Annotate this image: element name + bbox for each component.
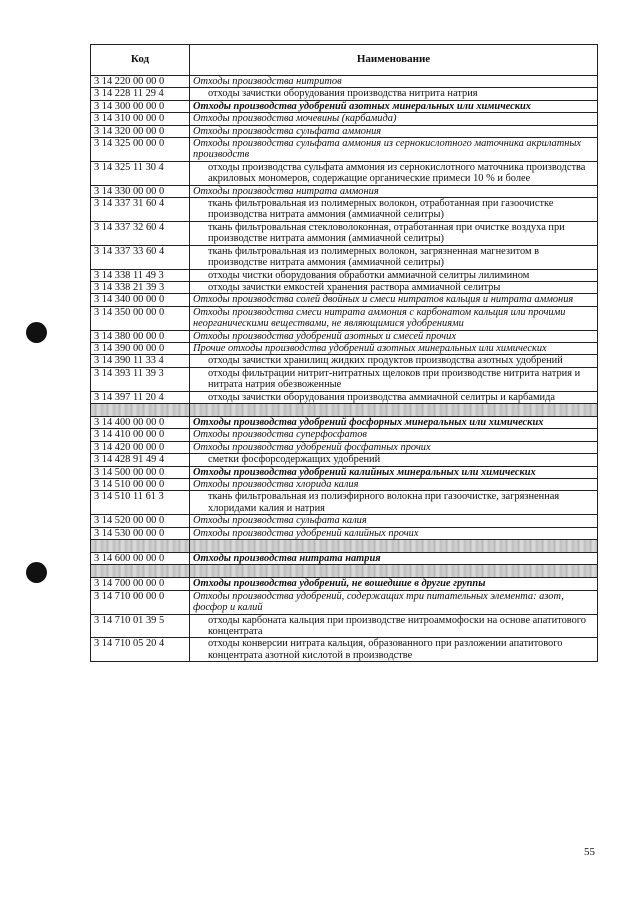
waste-code-cell: 3 14 393 11 39 3 xyxy=(91,367,190,391)
waste-name-cell xyxy=(190,565,598,578)
table-row xyxy=(91,281,598,293)
waste-name-cell: отходы зачистки оборудования производства нитрита натрия xyxy=(190,88,598,100)
waste-code-cell: 3 14 410 00 00 0 xyxy=(91,429,190,441)
table-row xyxy=(91,578,598,590)
waste-code-cell: 3 14 300 00 00 0 xyxy=(91,100,190,112)
table-row xyxy=(91,245,598,269)
table-body xyxy=(91,76,598,662)
waste-code-cell: 3 14 510 11 61 3 xyxy=(91,491,190,515)
table-row xyxy=(91,540,598,553)
waste-code-cell: 3 14 500 00 00 0 xyxy=(91,466,190,478)
waste-code-cell: 3 14 380 00 00 0 xyxy=(91,330,190,342)
table-row xyxy=(91,269,598,281)
table-row xyxy=(91,198,598,222)
table-row xyxy=(91,138,598,162)
waste-name-cell: отходы фильтрации нитрит-нитратных щелоков при производстве нитрита натрия и нитрата натрия обезвоженные xyxy=(190,367,598,391)
waste-name-cell: Отходы производства нитрата аммония xyxy=(190,185,598,197)
waste-code-cell: 3 14 710 05 20 4 xyxy=(91,638,190,662)
table-row xyxy=(91,100,598,112)
waste-name-cell: Отходы производства удобрений фосфорных минеральных или химических xyxy=(190,416,598,428)
waste-name-cell: Отходы производства удобрений, содержащих три питательных элемента: азот, фосфор и калий xyxy=(190,590,598,614)
waste-code-cell: 3 14 325 00 00 0 xyxy=(91,138,190,162)
table-row xyxy=(91,113,598,125)
waste-code-cell: 3 14 510 00 00 0 xyxy=(91,479,190,491)
table-row xyxy=(91,515,598,527)
waste-name-cell: отходы производства сульфата аммония из сернокислотного маточника производства акриловых мономеров, содержащие органические примеси 10 % и более xyxy=(190,161,598,185)
table-row xyxy=(91,391,598,403)
table-row xyxy=(91,125,598,137)
waste-name-cell: отходы чистки оборудования обработки аммиачной селитры лилимином xyxy=(190,269,598,281)
waste-name-cell: отходы зачистки оборудования производства аммиачной селитры и карбамида xyxy=(190,391,598,403)
table-row xyxy=(91,161,598,185)
waste-code-cell: 3 14 350 00 00 0 xyxy=(91,306,190,330)
waste-code-cell: 3 14 310 00 00 0 xyxy=(91,113,190,125)
waste-code-cell: 3 14 228 11 29 4 xyxy=(91,88,190,100)
waste-code-cell xyxy=(91,403,190,416)
table-row xyxy=(91,185,598,197)
waste-name-cell: Отходы производства удобрений калийных прочих xyxy=(190,527,598,539)
waste-classifier-table-container xyxy=(90,44,597,662)
header-code: Код xyxy=(91,45,190,76)
waste-name-cell: Отходы производства нитрата натрия xyxy=(190,553,598,565)
waste-name-cell: Отходы производства суперфосфатов xyxy=(190,429,598,441)
waste-code-cell: 3 14 710 01 39 5 xyxy=(91,614,190,638)
table-row xyxy=(91,479,598,491)
binder-hole-top xyxy=(26,322,47,343)
waste-code-cell: 3 14 400 00 00 0 xyxy=(91,416,190,428)
table-row xyxy=(91,221,598,245)
waste-name-cell: отходы конверсии нитрата кальция, образованного при разложении апатитового концентрата азотной кислотой в производстве xyxy=(190,638,598,662)
table-row xyxy=(91,466,598,478)
waste-code-cell: 3 14 220 00 00 0 xyxy=(91,76,190,88)
table-row xyxy=(91,306,598,330)
table-header-row xyxy=(91,45,598,76)
waste-code-cell: 3 14 337 33 60 4 xyxy=(91,245,190,269)
waste-classifier-table xyxy=(90,44,598,662)
table-row xyxy=(91,355,598,367)
waste-code-cell: 3 14 337 32 60 4 xyxy=(91,221,190,245)
binder-hole-bottom xyxy=(26,562,47,583)
waste-name-cell: Отходы производства сульфата аммония xyxy=(190,125,598,137)
waste-code-cell: 3 14 420 00 00 0 xyxy=(91,441,190,453)
table-row xyxy=(91,403,598,416)
waste-code-cell: 3 14 520 00 00 0 xyxy=(91,515,190,527)
waste-name-cell: Отходы производства солей двойных и смеси нитратов кальция и нитрата аммония xyxy=(190,294,598,306)
table-row xyxy=(91,527,598,539)
waste-code-cell: 3 14 530 00 00 0 xyxy=(91,527,190,539)
table-row xyxy=(91,614,598,638)
waste-code-cell: 3 14 397 11 20 4 xyxy=(91,391,190,403)
waste-code-cell: 3 14 428 91 49 4 xyxy=(91,454,190,466)
table-row xyxy=(91,416,598,428)
table-row xyxy=(91,294,598,306)
waste-name-cell: Отходы производства удобрений калийных минеральных или химических xyxy=(190,466,598,478)
table-row xyxy=(91,429,598,441)
waste-name-cell: Отходы производства удобрений азотных минеральных или химических xyxy=(190,100,598,112)
table-row xyxy=(91,367,598,391)
waste-name-cell: отходы карбоната кальция при производстве нитроаммофоски на основе апатитового концентрата xyxy=(190,614,598,638)
waste-code-cell: 3 14 330 00 00 0 xyxy=(91,185,190,197)
waste-name-cell: Отходы производства нитритов xyxy=(190,76,598,88)
table-row xyxy=(91,441,598,453)
waste-code-cell: 3 14 600 00 00 0 xyxy=(91,553,190,565)
waste-name-cell: ткань фильтровальная из полимерных волокон, отработанная при газоочистке производства нитрата аммония (аммиачной селитры) xyxy=(190,198,598,222)
waste-code-cell: 3 14 340 00 00 0 xyxy=(91,294,190,306)
waste-code-cell: 3 14 700 00 00 0 xyxy=(91,578,190,590)
table-row xyxy=(91,454,598,466)
table-row xyxy=(91,342,598,354)
waste-name-cell: Отходы производства сульфата калия xyxy=(190,515,598,527)
table-row xyxy=(91,590,598,614)
waste-code-cell: 3 14 390 00 00 0 xyxy=(91,342,190,354)
waste-code-cell xyxy=(91,565,190,578)
table-row xyxy=(91,565,598,578)
waste-name-cell: ткань фильтровальная из полиэфирного волокна при газоочистке, загрязненная хлоридами калия и натрия xyxy=(190,491,598,515)
waste-name-cell: Отходы производства мочевины (карбамида) xyxy=(190,113,598,125)
page-number: 55 xyxy=(584,846,595,858)
table-row xyxy=(91,88,598,100)
header-name: Наименование xyxy=(190,45,598,76)
waste-name-cell: Отходы производства смеси нитрата аммония с карбонатом кальция или прочими неорганическими веществами, не являющимися удобрениями xyxy=(190,306,598,330)
waste-code-cell: 3 14 337 31 60 4 xyxy=(91,198,190,222)
waste-code-cell: 3 14 338 21 39 3 xyxy=(91,281,190,293)
waste-name-cell: Отходы производства хлорида калия xyxy=(190,479,598,491)
waste-name-cell xyxy=(190,540,598,553)
waste-name-cell: отходы зачистки хранилищ жидких продуктов производства азотных удобрений xyxy=(190,355,598,367)
table-row xyxy=(91,491,598,515)
table-row xyxy=(91,330,598,342)
waste-code-cell: 3 14 320 00 00 0 xyxy=(91,125,190,137)
table-row xyxy=(91,638,598,662)
waste-name-cell: Прочие отходы производства удобрений азотных минеральных или химических xyxy=(190,342,598,354)
waste-code-cell xyxy=(91,540,190,553)
table-row xyxy=(91,553,598,565)
waste-name-cell: Отходы производства сульфата аммония из сернокислотного маточника акрилатных производств xyxy=(190,138,598,162)
waste-name-cell: отходы зачистки емкостей хранения раствора аммиачной селитры xyxy=(190,281,598,293)
waste-name-cell: ткань фильтровальная стекловолоконная, отработанная при очистке воздуха при производстве нитрата аммония (аммиачной селитры) xyxy=(190,221,598,245)
table-row xyxy=(91,76,598,88)
waste-name-cell: Отходы производства удобрений азотных и смесей прочих xyxy=(190,330,598,342)
waste-name-cell: сметки фосфорсодержащих удобрений xyxy=(190,454,598,466)
waste-code-cell: 3 14 710 00 00 0 xyxy=(91,590,190,614)
waste-name-cell: Отходы производства удобрений, не вошедшие в другие группы xyxy=(190,578,598,590)
waste-name-cell xyxy=(190,403,598,416)
waste-name-cell: ткань фильтровальная из полимерных волокон, загрязненная магнезитом в производстве нитрата аммония (аммиачной селитры) xyxy=(190,245,598,269)
waste-code-cell: 3 14 390 11 33 4 xyxy=(91,355,190,367)
waste-code-cell: 3 14 325 11 30 4 xyxy=(91,161,190,185)
waste-code-cell: 3 14 338 11 49 3 xyxy=(91,269,190,281)
waste-name-cell: Отходы производства удобрений фосфатных прочих xyxy=(190,441,598,453)
